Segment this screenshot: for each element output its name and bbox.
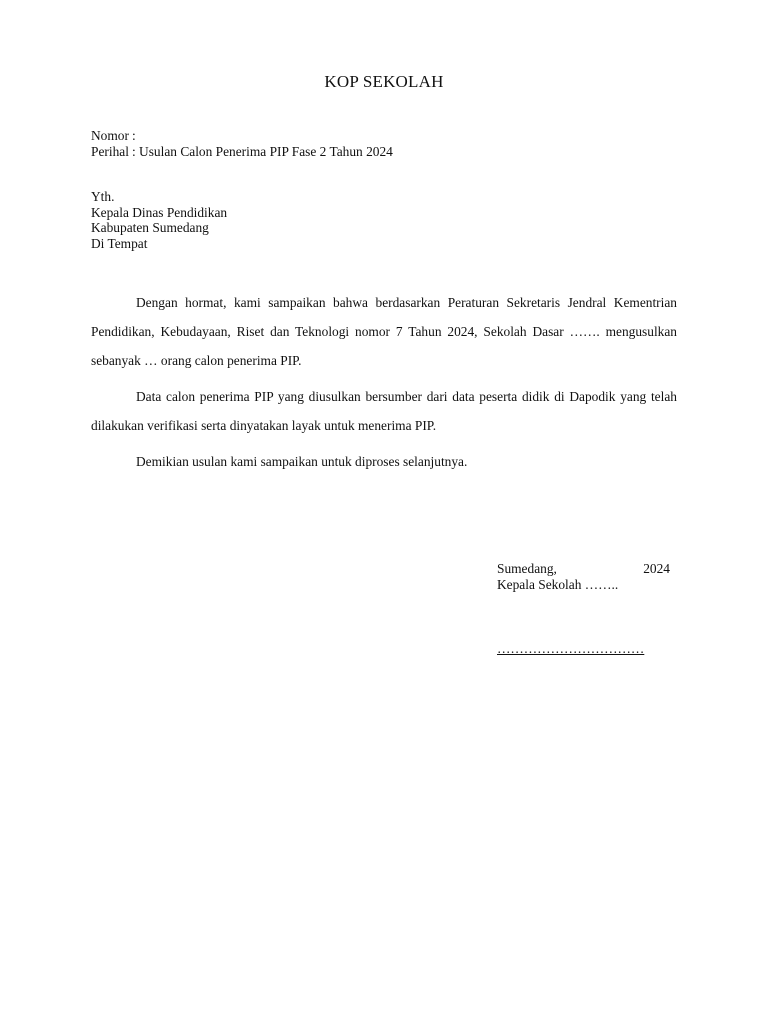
nomor-label: Nomor: [91, 128, 129, 143]
letterhead-title: KOP SEKOLAH: [324, 72, 444, 91]
perihal-separator: :: [131, 143, 136, 159]
body-paragraph: Demikian usulan kami sampaikan untuk diproses selanjutnya.: [136, 454, 468, 469]
signature-date-line: [497, 561, 670, 577]
signature-position: Kepala Sekolah ……..: [497, 577, 619, 592]
body-paragraph: Data calon penerima PIP yang diusulkan bersumber dari data peserta didik di Dapodik yang telah dilakukan verifikasi serta dinyatakan layak untuk menerima PIP.: [91, 389, 677, 433]
recipient-line: Kepala Dinas Pendidikan: [91, 204, 228, 220]
nomor-separator: :: [131, 128, 136, 143]
recipient-line: Di Tempat: [91, 235, 148, 251]
nomor-line: [91, 128, 393, 144]
signature-place: Sumedang,: [497, 561, 557, 576]
perihal-label: Perihal: [91, 143, 129, 159]
letter-meta: [91, 128, 393, 159]
perihal-line: [91, 144, 393, 160]
recipient-address: [91, 189, 227, 251]
signature-block: [497, 561, 677, 593]
recipient-line: Kabupaten Sumedang: [91, 220, 209, 235]
signature-name-placeholder: ……………………………: [497, 641, 645, 656]
body-paragraph: Dengan hormat, kami sampaikan bahwa berdasarkan Peraturan Sekretaris Jendral Kementrian Pendidikan, Kebudayaan, Riset dan Teknologi nomor 7 Tahun 2024, Sekolah Dasar ……. mengusulkan sebanyak … orang calon penerima PIP.: [91, 295, 677, 368]
perihal-value: Usulan Calon Penerima PIP Fase 2 Tahun 2024: [139, 143, 393, 159]
signature-year: 2024: [643, 561, 670, 576]
recipient-line: Yth.: [91, 189, 115, 204]
